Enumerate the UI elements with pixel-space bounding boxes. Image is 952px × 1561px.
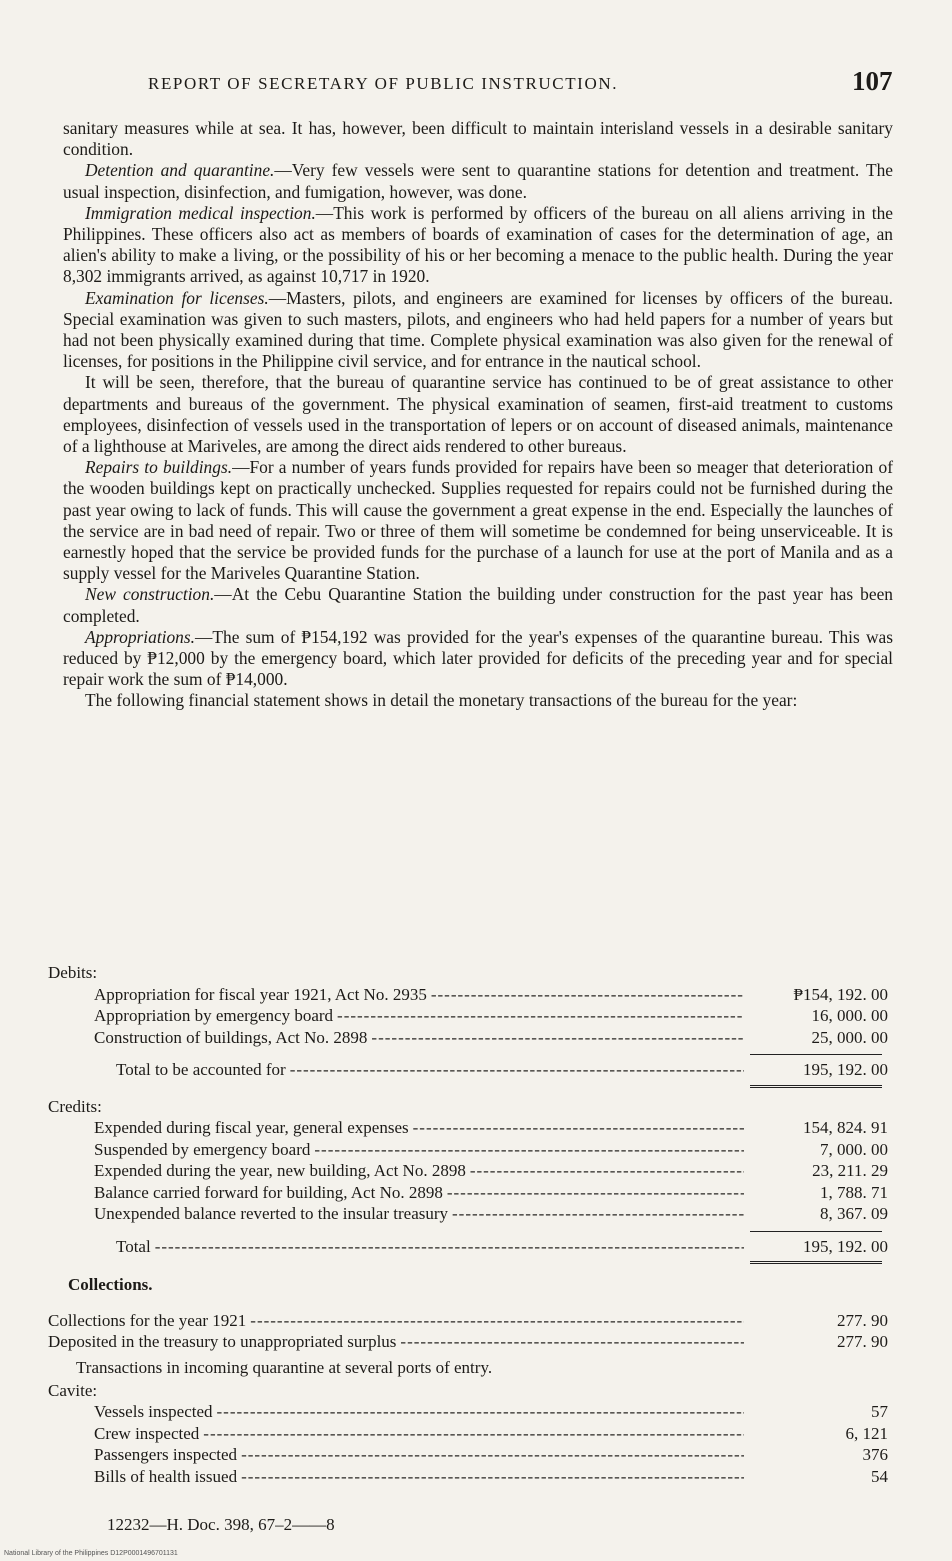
ledger-row [48, 1139, 888, 1161]
ledger-row [48, 1310, 888, 1332]
ledger-label: Total to be accounted for [116, 1060, 286, 1079]
ledger-label: Appropriation by emergency board [94, 1006, 334, 1025]
collections-heading: Collections. [68, 1275, 153, 1294]
double-rule [750, 1085, 882, 1092]
paragraph: New construction.—At the Cebu Quarantine Station the building under construction for the past year has been completed. [63, 584, 893, 626]
ledger-label: Appropriation for fiscal year 1921, Act No. 2935 [94, 984, 427, 1004]
ledger-label: Crew inspected [94, 1423, 200, 1443]
ledger-row [48, 1027, 888, 1049]
ledger-row [48, 1182, 888, 1204]
paragraph: Immigration medical inspection.—This work is performed by officers of the bureau on all aliens arriving in the Philippines. These officers also act as members of boards of examination of cases for the determination of age, an alien's ability to make a living, or the possibility of his or her becoming a menace to the public health. During the year 8,302 immigrants arrived, as against 10,717 in 1920. [63, 202, 893, 287]
ledger-amount: 6, 121 [845, 1423, 888, 1443]
library-watermark: National Library of the Philippines D12P0001496701131 [4, 1550, 178, 1557]
ledger-amount: 25, 000. 00 [811, 1027, 888, 1047]
ledger-amount: 195, 192. 00 [803, 1060, 888, 1079]
ledger-label: Collections for the year 1921 [48, 1310, 247, 1330]
ledger-amount: 1, 788. 71 [820, 1182, 888, 1202]
paragraph: Examination for licenses.—Masters, pilots, and engineers are examined for licenses by officers of the bureau. Special examination was given to such masters, pilots, and engineers who had held papers for a number of years but had not been physically examined during that time. Complete physical examination was also given for the renewal of licenses, for positions in the Philippine civil service, and for entrance in the nautical school. [63, 287, 893, 372]
ledger-total-row [48, 1236, 888, 1258]
running-header: REPORT OF SECRETARY OF PUBLIC INSTRUCTION. [148, 74, 619, 93]
ledger-label: Vessels inspected [94, 1402, 213, 1421]
ledger-label: Construction of buildings, Act No. 2898 [94, 1027, 368, 1047]
ledger-label: Expended during the year, new building, Act No. 2898 [94, 1161, 466, 1180]
ledger-row [48, 1117, 888, 1139]
rule [750, 1054, 882, 1055]
ledger-row [48, 1444, 888, 1466]
paragraph: The following financial statement shows in detail the monetary transactions of the bureau for the year: [85, 690, 798, 711]
ledger-row [48, 1160, 888, 1182]
ledger-label: Total [116, 1236, 151, 1256]
paragraph-lead: Examination for licenses. [85, 287, 269, 308]
ledger-label: Suspended by emergency board [94, 1139, 311, 1159]
ledger-amount: 23, 211. 29 [812, 1161, 888, 1180]
ledger-amount: 195, 192. 00 [803, 1236, 888, 1256]
financial-statement [48, 962, 888, 1487]
ledger-row [48, 984, 888, 1006]
ledger-row [48, 1401, 888, 1423]
paragraph-lead: Detention and quarantine. [85, 160, 275, 181]
ledger-amount: 8, 367. 09 [820, 1204, 888, 1223]
ledger-row [48, 1331, 888, 1353]
ledger-amount: ₱154, 192. 00 [793, 984, 888, 1004]
ledger-row [48, 1423, 888, 1445]
ledger-label: Deposited in the treasury to unappropriated surplus [48, 1332, 397, 1351]
paragraph-lead: Immigration medical inspection. [85, 202, 316, 223]
ledger-amount: 277. 90 [837, 1332, 888, 1351]
ledger-amount: 7, 000. 00 [820, 1139, 888, 1159]
paragraph: Detention and quarantine.—Very few vessels were sent to quarantine stations for detention and treatment. The usual inspection, disinfection, and fumigation, however, was done. [63, 160, 893, 202]
paragraph: sanitary measures while at sea. It has, however, been difficult to maintain interisland vessels in a desirable sanitary condition. [63, 118, 893, 160]
credits-heading: Credits: [48, 1096, 102, 1116]
ledger-label: Bills of health issued [94, 1466, 238, 1486]
ledger-label: Passengers inspected [94, 1445, 238, 1464]
ledger-amount: 54 [871, 1466, 888, 1486]
paragraph: Repairs to buildings.—For a number of years funds provided for repairs have been so meager that deterioration of the wooden buildings kept on practically unchecked. Supplies requested for repairs could not be furnished during the past year owing to lack of funds. This will cause the government a great expense in the end. Especially the launches of the service are in bad need of repair. Two or three of them will sometime be condemned for being unserviceable. It is earnestly hoped that the service be provided funds for the purchase of a launch for use at the port of Manila and as a supply vessel for the Mariveles Quarantine Station. [63, 457, 893, 584]
ledger-amount: 57 [871, 1402, 888, 1421]
paragraph-lead: Appropriations. [85, 626, 195, 647]
body-text [63, 118, 893, 712]
footer-signature: 12232—H. Doc. 398, 67–2——8 [107, 1515, 335, 1534]
ledger-label: Unexpended balance reverted to the insular treasury [94, 1204, 449, 1223]
ledger-label: Balance carried forward for building, Act No. 2898 [94, 1182, 443, 1202]
ledger-row [48, 1203, 888, 1225]
ledger-amount: 277. 90 [837, 1310, 888, 1330]
paragraph: It will be seen, therefore, that the bureau of quarantine service has continued to be of great assistance to other departments and bureaus of the government. The physical examination of seamen, first-aid treatment to customs employees, disinfection of vessels used in the transportation of lepers or on account of diseased animals, maintenance of a lighthouse at Mariveles, are among the direct aids rendered to other bureaus. [63, 372, 893, 457]
ledger-total-row [48, 1059, 888, 1081]
transactions-caption: Transactions in incoming quarantine at several ports of entry. [76, 1357, 493, 1377]
paragraph-lead: Repairs to buildings. [85, 457, 233, 478]
debits-heading: Debits: [48, 963, 98, 982]
paragraph: Appropriations.—The sum of ₱154,192 was provided for the year's expenses of the quarantine bureau. This was reduced by ₱12,000 by the emergency board, which later provided for deficits of the preceding year and for special repair work the sum of ₱14,000. [63, 626, 893, 690]
ledger-row [48, 1466, 888, 1488]
cavite-heading: Cavite: [48, 1380, 98, 1400]
rule [750, 1231, 882, 1232]
page-number: 107 [852, 66, 893, 96]
ledger-amount: 154, 824. 91 [803, 1118, 888, 1137]
ledger-label: Expended during fiscal year, general expenses [94, 1118, 409, 1137]
ledger-row [48, 1005, 888, 1027]
ledger-amount: 16, 000. 00 [811, 1006, 888, 1025]
double-rule [750, 1261, 882, 1268]
ledger-amount: 376 [862, 1445, 888, 1464]
paragraph-lead: New construction. [85, 584, 215, 605]
